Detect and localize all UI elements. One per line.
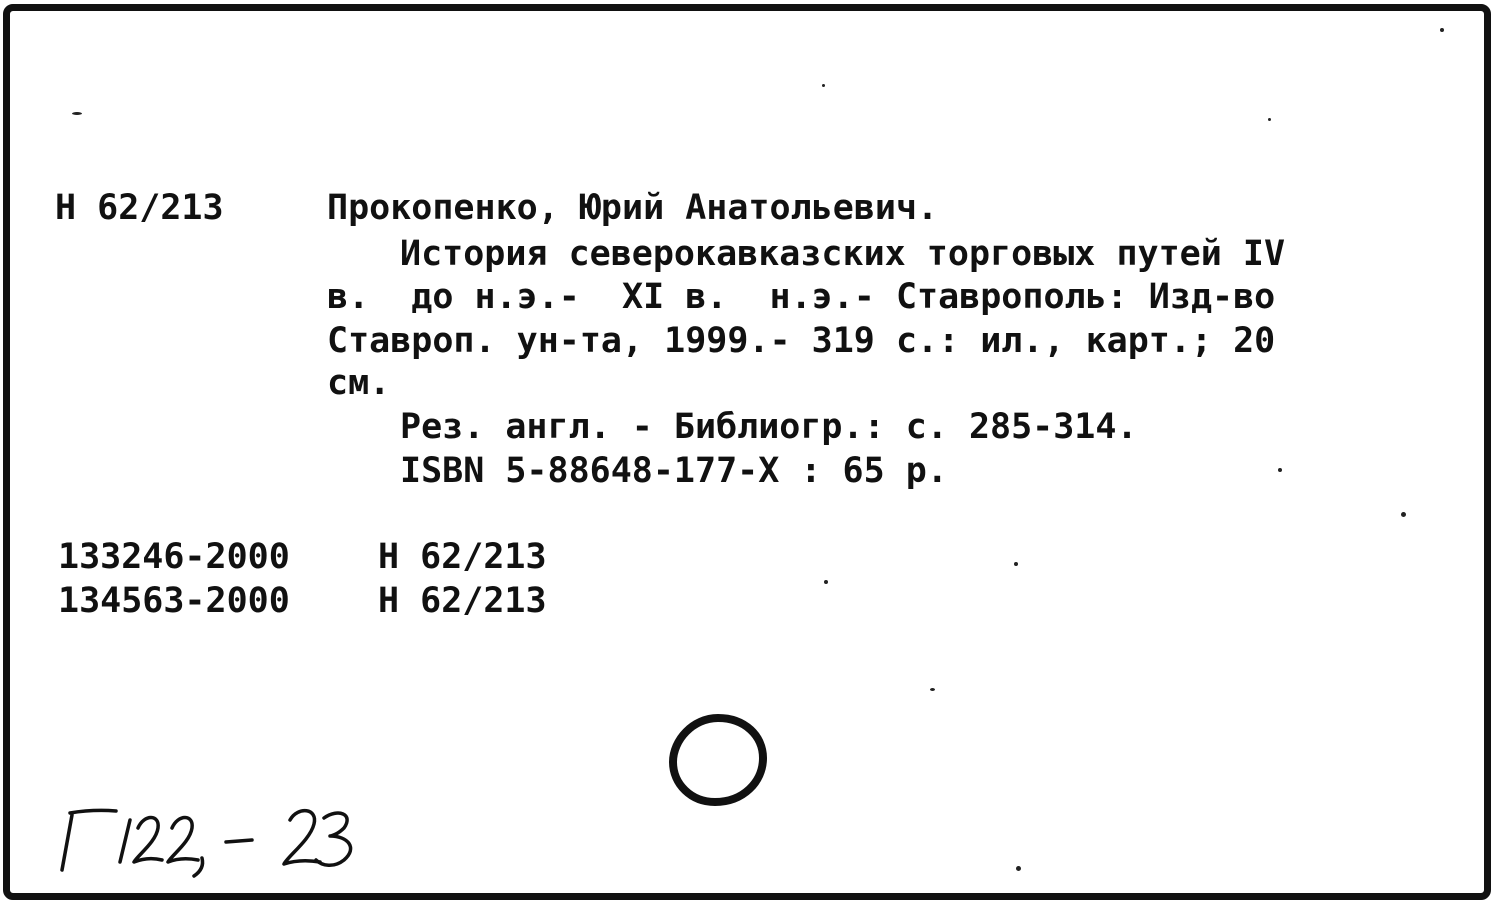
scan-speck: [1440, 28, 1444, 32]
scan-speck: [824, 580, 828, 584]
inventory-shelfmark: Н 62/213: [378, 537, 547, 577]
handwritten-code: [48, 800, 378, 885]
scan-speck: [72, 112, 82, 115]
isbn-price-line: ISBN 5-88648-177-X : 65 р.: [400, 451, 948, 491]
notes-line: Рез. англ. - Библиогр.: с. 285-314.: [400, 407, 1138, 447]
title-line-2: в. до н.э.- XI в. н.э.- Ставрополь: Изд-во: [327, 277, 1276, 317]
scan-speck: [1278, 468, 1282, 472]
title-line-1: История северокавказских торговых путей IV: [400, 234, 1286, 274]
shelfmark: Н 62/213: [55, 188, 224, 228]
punch-hole-icon: [663, 710, 773, 810]
scan-speck: [1016, 866, 1021, 871]
inventory-shelfmark: Н 62/213: [378, 581, 547, 621]
scan-speck: [1014, 562, 1018, 566]
scan-speck: [1268, 118, 1271, 121]
author-heading: Прокопенко, Юрий Анатольевич.: [327, 188, 939, 228]
title-line-4: см.: [327, 363, 391, 403]
scan-speck: [1401, 512, 1406, 517]
title-line-3: Ставроп. ун-та, 1999.- 319 с.: ил., карт.; 20: [327, 321, 1276, 361]
scan-speck: [930, 688, 935, 691]
inventory-number: 134563-2000: [58, 581, 290, 621]
scan-speck: [822, 84, 825, 87]
inventory-number: 133246-2000: [58, 537, 290, 577]
